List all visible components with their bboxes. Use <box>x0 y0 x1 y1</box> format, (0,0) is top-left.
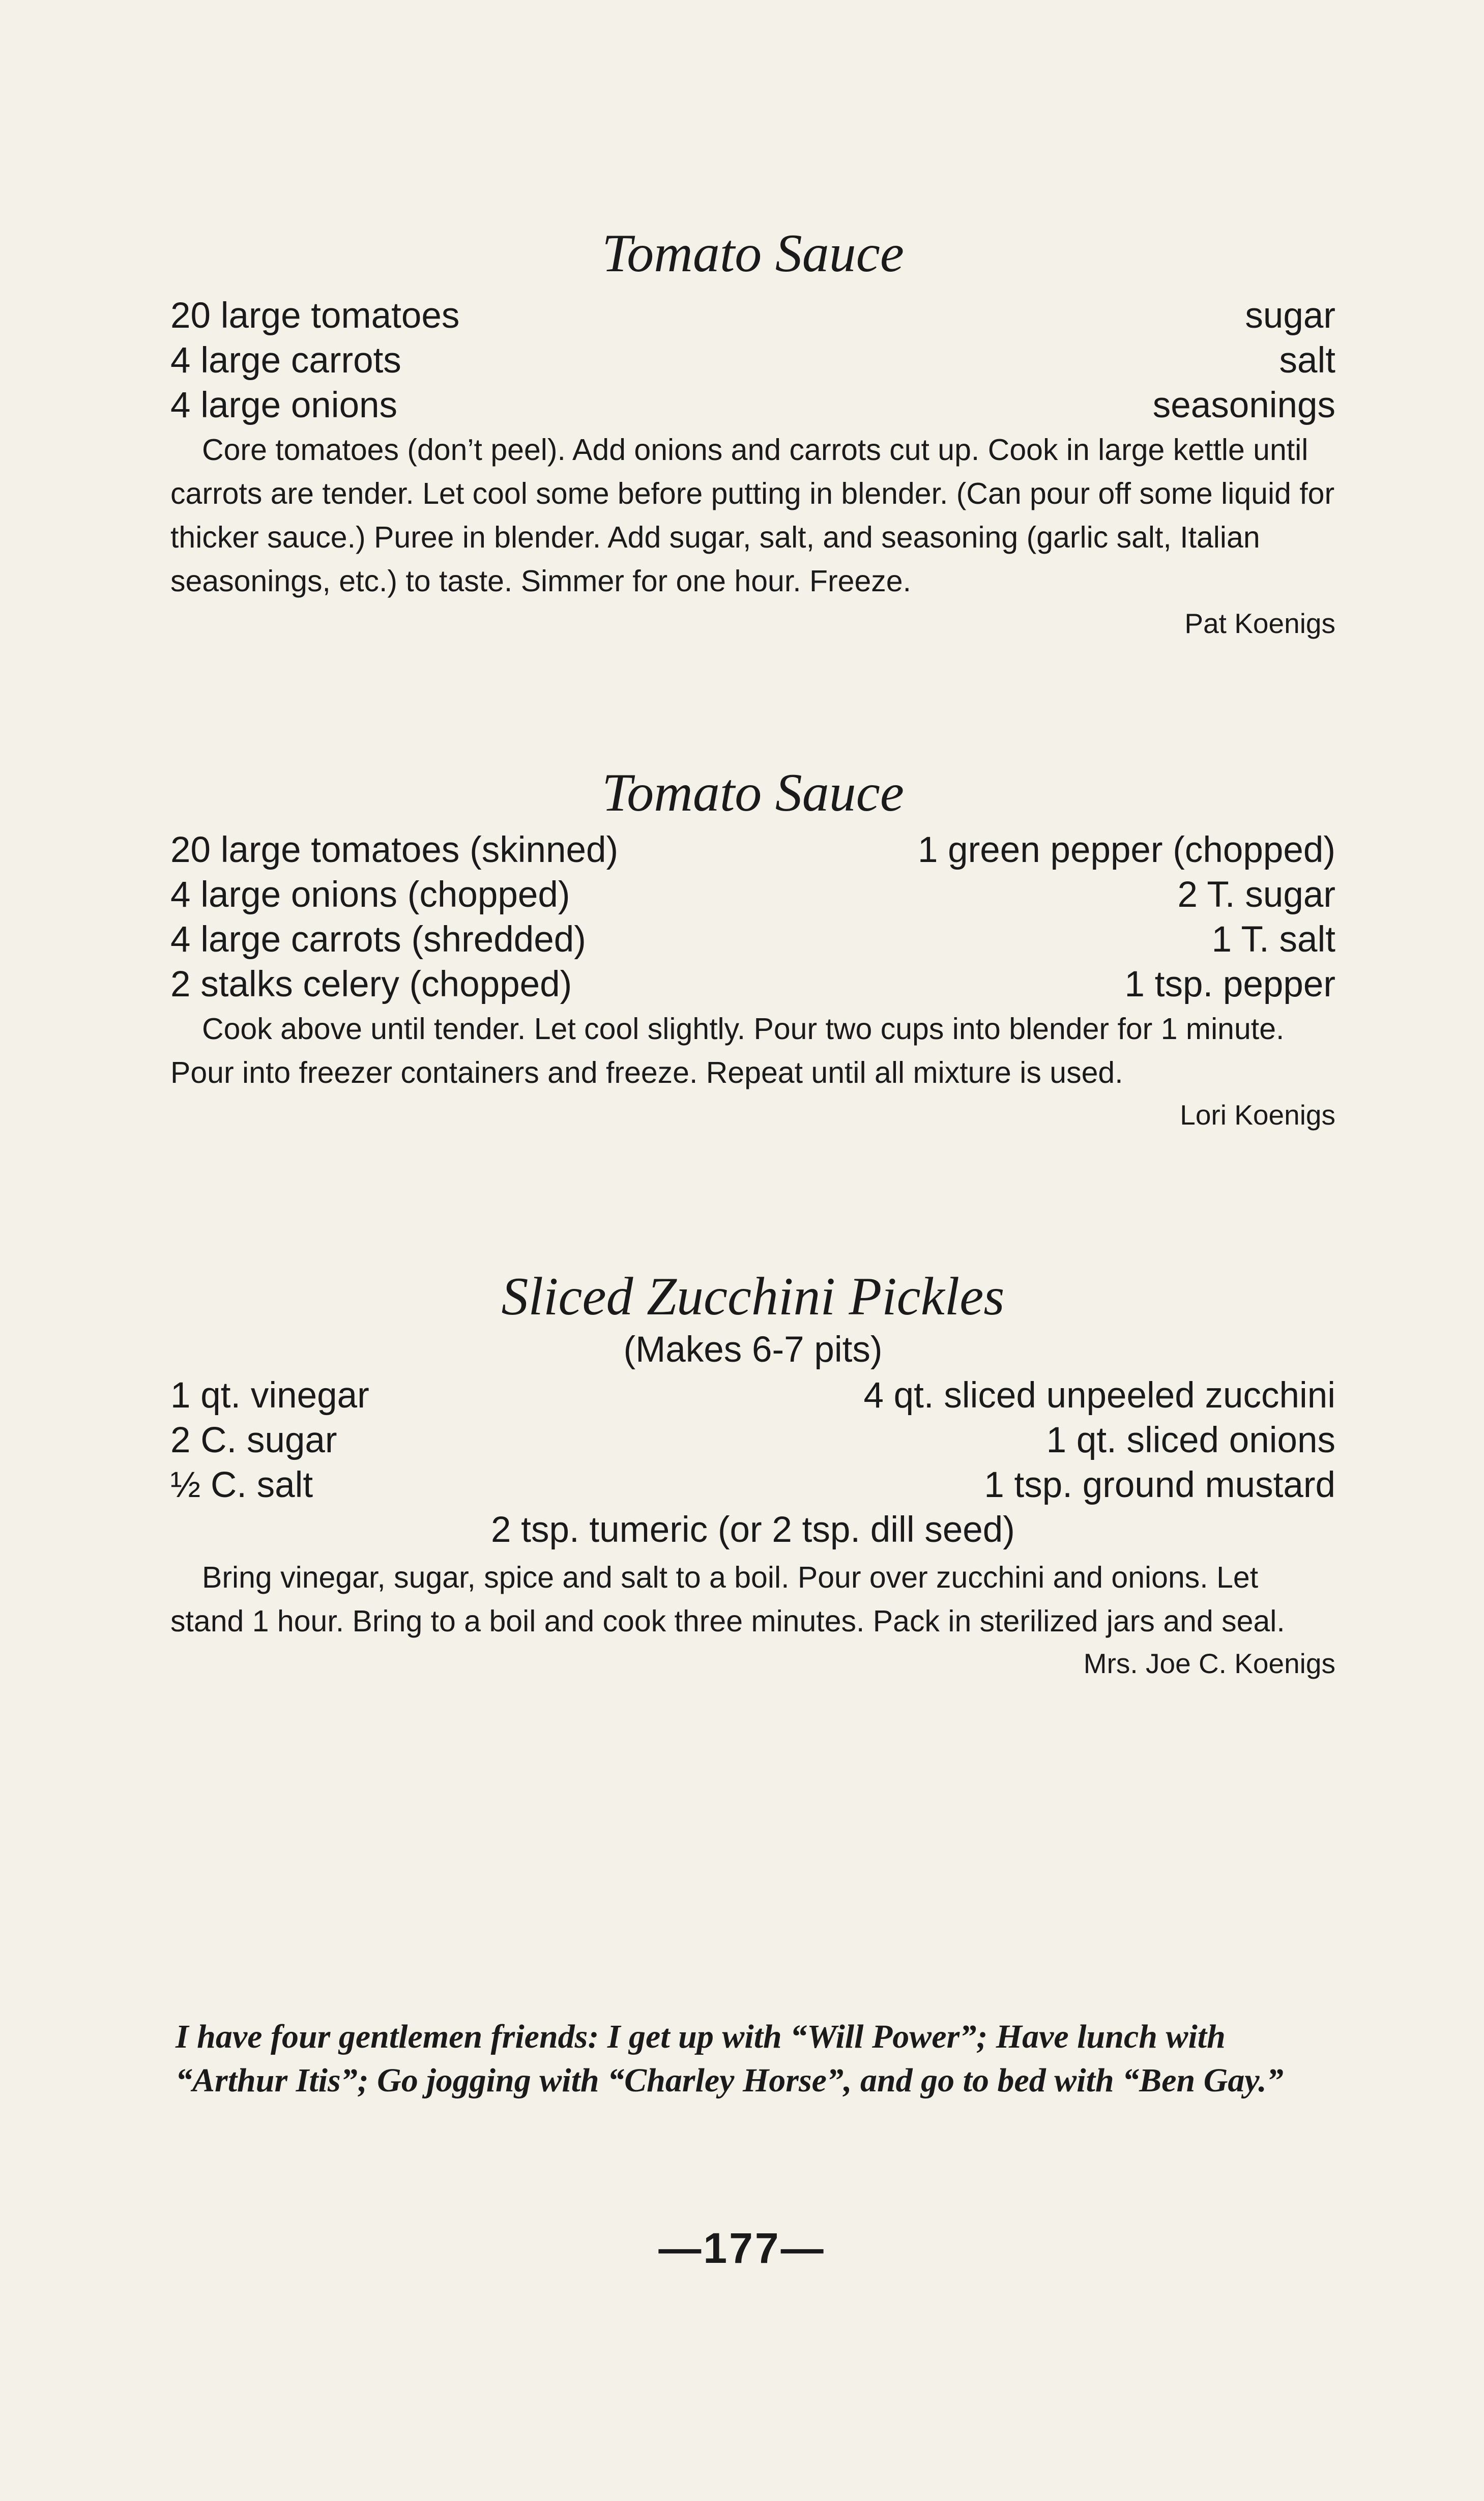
recipe-author: Lori Koenigs <box>1180 1099 1335 1131</box>
ingredient: 20 large tomatoes (skinned) <box>170 829 619 870</box>
ingredients-left <box>170 294 459 428</box>
ingredient: ½ C. salt <box>170 1464 313 1505</box>
ingredient: 1 qt. vinegar <box>170 1375 369 1416</box>
page-number: —177— <box>658 2224 826 2272</box>
ingredient-list <box>170 1373 1335 1508</box>
ingredient: 4 large carrots (shredded) <box>170 919 586 960</box>
ingredient: seasonings <box>1152 385 1335 425</box>
recipe-author: Mrs. Joe C. Koenigs <box>1083 1647 1335 1679</box>
ingredient: 1 tsp. ground mustard <box>984 1464 1335 1505</box>
recipe-title: Sliced Zucchini Pickles <box>501 1267 1005 1326</box>
recipe-title: Tomato Sauce <box>602 223 904 283</box>
ingredient: 1 T. salt <box>1211 919 1335 960</box>
ingredient: 2 T. sugar <box>1177 874 1335 915</box>
ingredients-right <box>918 828 1335 1007</box>
ingredient: sugar <box>1245 295 1335 336</box>
ingredient: salt <box>1279 340 1335 381</box>
ingredients-left <box>170 1373 369 1508</box>
recipe-tomato-sauce-2 <box>170 763 1335 1131</box>
ingredient: 2 stalks celery (chopped) <box>170 964 572 1004</box>
ingredient: 1 green pepper (chopped) <box>917 829 1335 870</box>
ingredient-centered: 2 tsp. tumeric (or 2 tsp. dill seed) <box>491 1509 1015 1550</box>
ingredient: 1 tsp. pepper <box>1124 964 1335 1004</box>
ingredient-list <box>170 828 1335 1007</box>
ingredient: 1 qt. sliced onions <box>1046 1420 1335 1460</box>
recipe-title: Tomato Sauce <box>602 763 904 822</box>
recipe-method: Core tomatoes (don’t peel). Add onions and carrots cut up. Cook in large kettle until carrots are tender. Let cool some before putting in blender. (Can pour off some liquid for thicker sauce.) Puree in blender. Add sugar, salt, and seasoning (garlic salt, Italian seasonings, etc.) to taste. Simmer for one hour. Freeze. <box>170 433 1335 598</box>
ingredient: 4 large onions (chopped) <box>170 874 570 915</box>
ingredient: 4 large carrots <box>170 340 401 381</box>
ingredient: 4 qt. sliced unpeeled zucchini <box>863 1375 1335 1416</box>
ingredients-right <box>863 1373 1335 1508</box>
ingredient: 2 C. sugar <box>170 1420 337 1460</box>
recipe-yield: (Makes 6-7 pits) <box>623 1329 883 1370</box>
ingredients-right <box>1153 294 1335 428</box>
humor-quote: I have four gentlemen friends: I get up with “Will Power”; Have lunch with “Arthur Itis”; Go jogging with “Charley Horse”, and go to bed with “Ben Gay.” <box>176 2018 1284 2099</box>
recipe-author: Pat Koenigs <box>1184 607 1335 639</box>
recipe-sliced-zucchini-pickles <box>170 1267 1335 1680</box>
recipe-tomato-sauce-1 <box>170 224 1335 640</box>
recipe-method: Bring vinegar, sugar, spice and salt to a boil. Pour over zucchini and onions. Let stand 1 hour. Bring to a boil and cook three minutes. Pack in sterilized jars and seal. <box>170 1560 1285 1638</box>
ingredients-left <box>170 828 618 1007</box>
ingredient: 20 large tomatoes <box>170 295 460 336</box>
ingredient: 4 large onions <box>170 385 398 425</box>
ingredient-list <box>170 294 1335 428</box>
recipe-method: Cook above until tender. Let cool slightly. Pour two cups into blender for 1 minute. Pour into freezer containers and freeze. Repeat until all mixture is used. <box>170 1012 1285 1089</box>
